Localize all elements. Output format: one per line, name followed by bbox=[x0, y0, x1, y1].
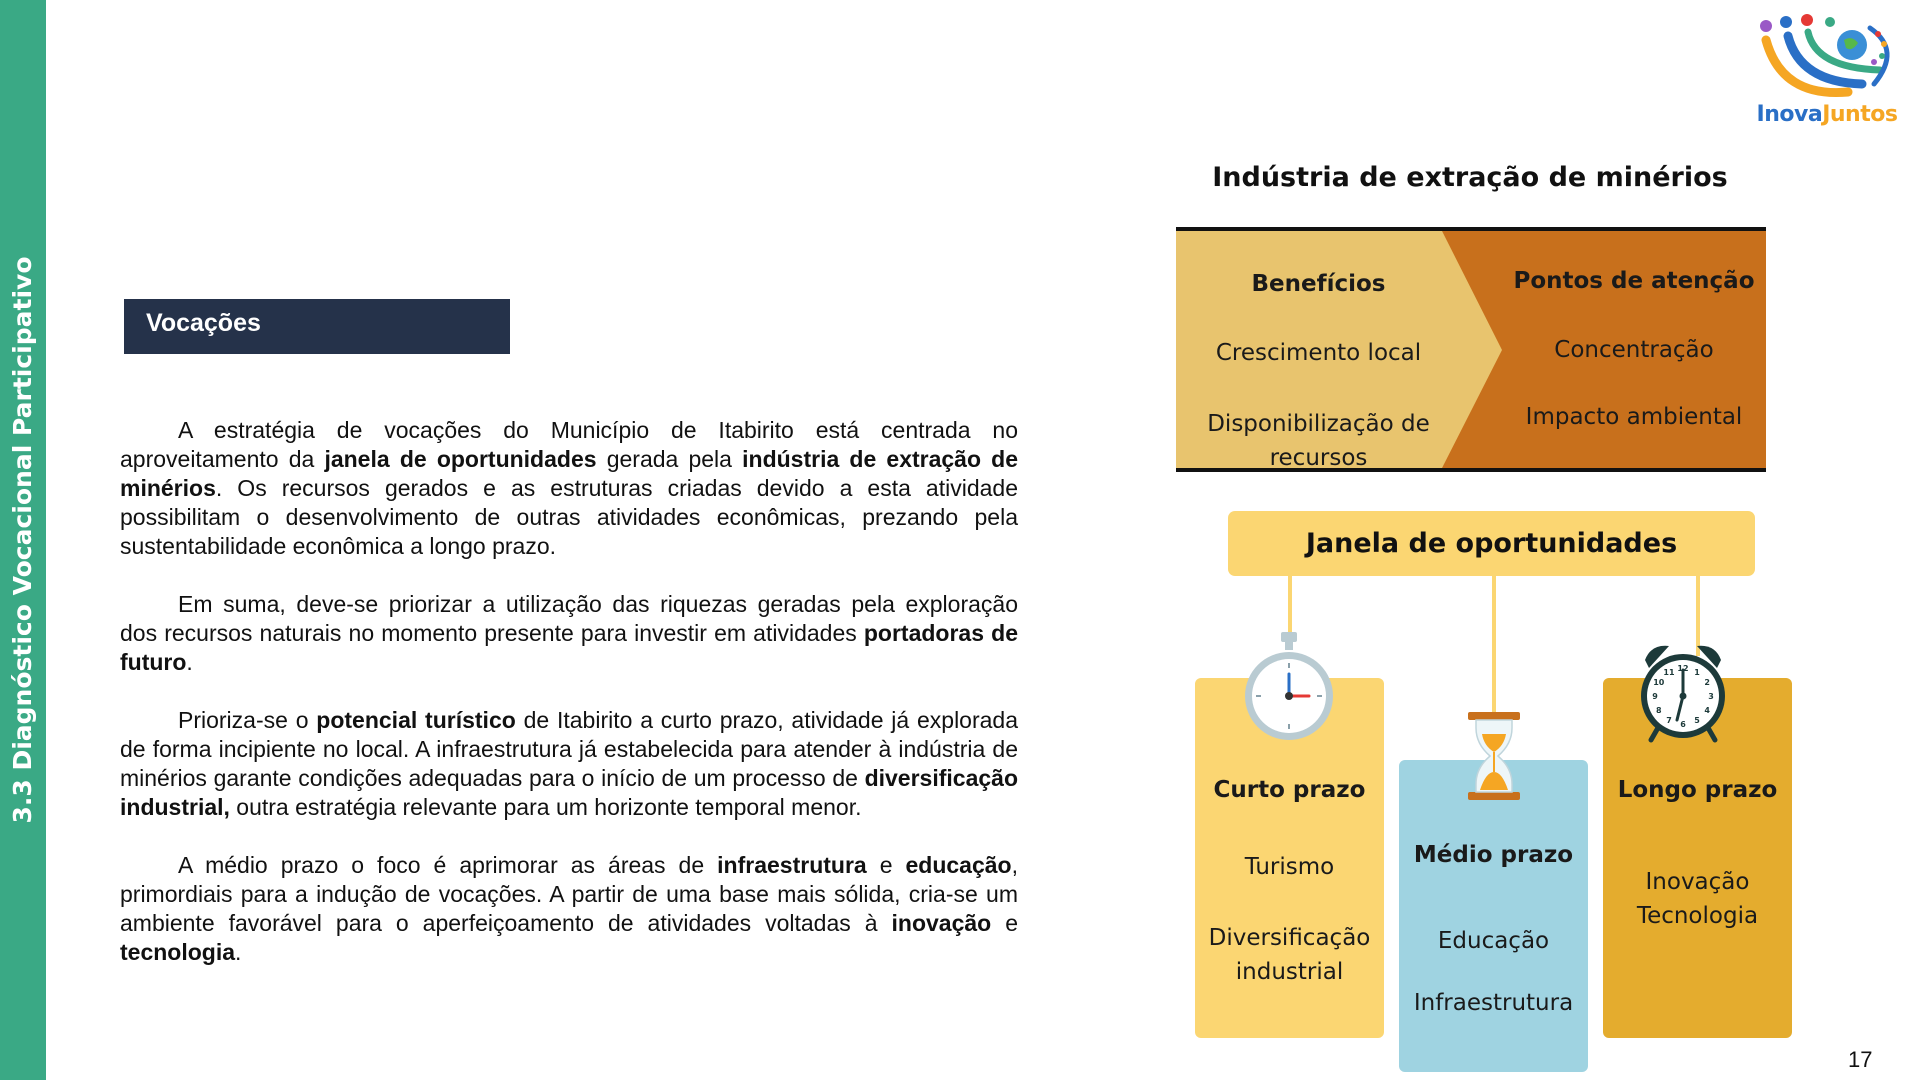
clock-number: 6 bbox=[1680, 720, 1686, 729]
card-heading: Curto prazo bbox=[1213, 777, 1366, 803]
side-section-title: 3.3 Diagnóstico Vocacional Participativo bbox=[8, 256, 37, 824]
clock-number: 9 bbox=[1652, 692, 1658, 701]
card-item: Inovação Tecnologia bbox=[1636, 869, 1759, 929]
card-heading: Médio prazo bbox=[1413, 842, 1574, 868]
attention-item: Impacto ambiental bbox=[1525, 404, 1743, 430]
body-paragraph: Prioriza-se o potencial turístico de Itabirito a curto prazo, atividade já explorada de forma incipiente no local. A infraestrutura já estabelecida para atender à indústria de minérios garante condições adequadas para o início de um processo de diversificação industrial, outra estratégia relevante para um horizonte temporal menor. bbox=[120, 707, 1018, 820]
logo-mark-icon bbox=[1752, 10, 1902, 105]
clock-number: 5 bbox=[1694, 716, 1700, 726]
clock-number: 10 bbox=[1653, 678, 1665, 687]
body-paragraph: A estratégia de vocações do Município de Itabirito está centrada no aproveitamento da janela de oportunidades gerada pela indústria de extração de minérios. Os recursos gerados e as estruturas criadas devido a esta atividade possibilitam o desenvolvimento de outras atividades econômicas, prezando pela sustentabilidade econômica a longo prazo. bbox=[120, 417, 1019, 559]
clock-number: 7 bbox=[1666, 716, 1672, 726]
benefits-item: Disponibilização de recursos bbox=[1207, 411, 1430, 471]
clock-number: 4 bbox=[1704, 706, 1710, 715]
benefits-heading: Benefícios bbox=[1251, 271, 1386, 297]
industry-title: Indústria de extração de minérios bbox=[1212, 162, 1728, 193]
clock-number: 11 bbox=[1663, 667, 1675, 677]
benefits-item: Crescimento local bbox=[1215, 340, 1422, 366]
clock-number: 1 bbox=[1694, 667, 1700, 677]
janela-oportunidades-banner: Janela de oportunidades bbox=[1228, 511, 1755, 576]
connector-curto bbox=[1288, 576, 1292, 636]
stopwatch-icon bbox=[1243, 630, 1335, 744]
attention-item: Concentração bbox=[1554, 337, 1714, 363]
logo bbox=[1752, 10, 1902, 132]
body-paragraph: Em suma, deve-se priorizar a utilização das riquezas geradas pela exploração dos recursos naturais no momento presente para investir em atividades portadoras de futuro. bbox=[120, 591, 1018, 675]
connector-medio bbox=[1492, 576, 1496, 716]
industry-box-top-line bbox=[1176, 227, 1766, 231]
logo-text: InovaJuntos bbox=[1756, 102, 1898, 127]
body-paragraph: A médio prazo o foco é aprimorar as áreas de infraestrutura e educação, primordiais para a indução de vocações. A partir de uma base mais sólida, cria-se um ambiente favorável para o aperfeiçoamento de atividades voltadas à inovação e tecnologia. bbox=[120, 852, 1019, 965]
page-number: 17 bbox=[1848, 1047, 1873, 1072]
clock-number: 3 bbox=[1708, 692, 1714, 701]
card-medio-prazo bbox=[1399, 760, 1588, 1072]
card-item: Diversificação industrial bbox=[1208, 925, 1371, 985]
body-text bbox=[120, 416, 1018, 996]
alarm-clock-icon bbox=[1637, 640, 1729, 744]
clock-number: 8 bbox=[1656, 706, 1662, 715]
card-item: Infraestrutura bbox=[1413, 990, 1574, 1016]
section-header: Vocações bbox=[124, 299, 510, 354]
clock-number: 12 bbox=[1677, 664, 1689, 673]
clock-number: 2 bbox=[1704, 678, 1710, 687]
hourglass-icon bbox=[1466, 710, 1522, 802]
card-heading: Longo prazo bbox=[1617, 777, 1778, 803]
attention-heading: Pontos de atenção bbox=[1513, 268, 1755, 294]
industry-box bbox=[1176, 227, 1766, 472]
card-item: Turismo bbox=[1244, 854, 1335, 880]
card-item: Educação bbox=[1437, 928, 1550, 954]
